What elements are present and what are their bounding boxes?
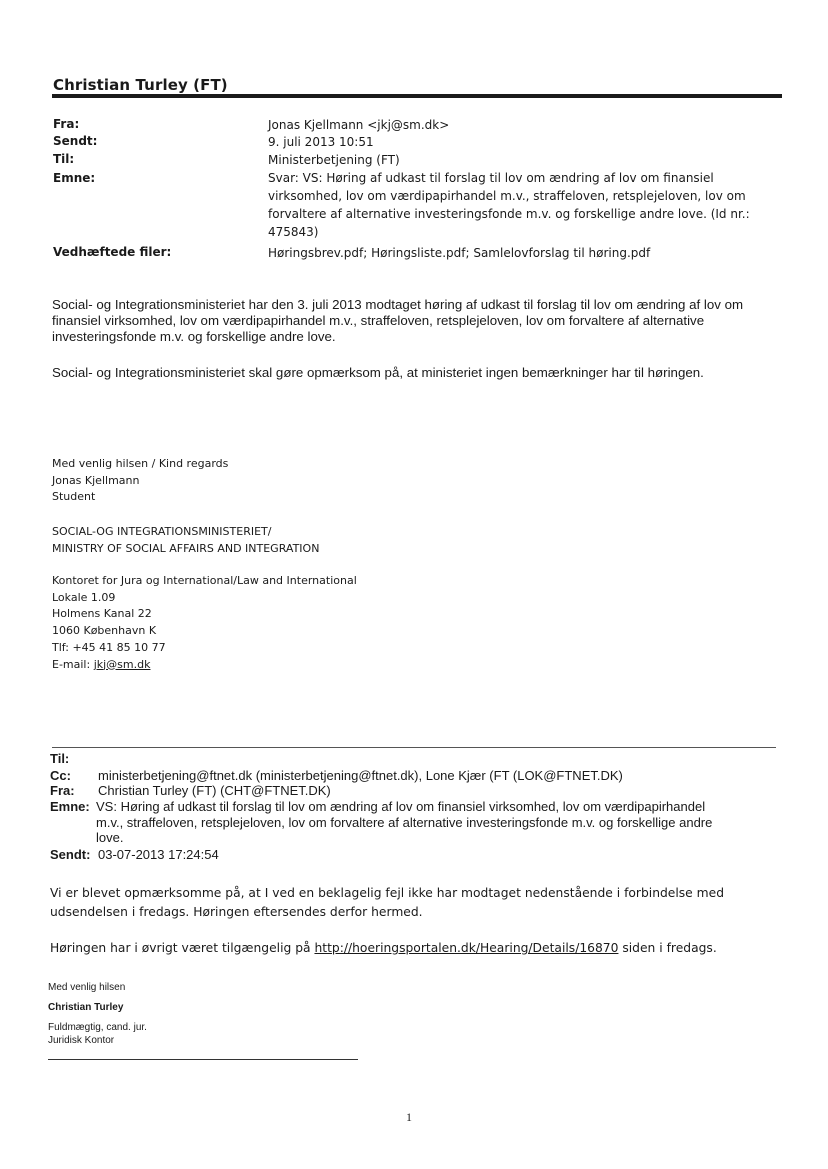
fwd-subject-line: VS: Høring af udkast til forslag til lov om ændring af lov om finansiel virksomhed, lov om værdipapirhandel [96, 799, 706, 814]
forward-para2-suffix: siden i fredags. [618, 941, 717, 955]
subject-line: 475843) [268, 225, 319, 239]
subject-line: forvaltere af alternative investeringsfonde m.v. og forskellige andre love. (Id nr.: [268, 207, 750, 221]
fwd-cc-label: Cc: [50, 768, 71, 783]
forward-paragraph-1 [50, 884, 724, 922]
body-paragraph-1 [52, 297, 743, 345]
office-name: Kontoret for Jura og International/Law and International [52, 574, 357, 587]
body-line: Social- og Integrationsministeriet har den 3. juli 2013 modtaget høring af udkast til forslag til lov om ændring af lov om [52, 297, 744, 312]
forward-body-line: udsendelsen i fredags. Høringen eftersendes derfor hermed. [50, 905, 423, 919]
subject-line: virksomhed, lov om værdipapirhandel m.v., straffeloven, retsplejeloven, lov om [268, 189, 746, 203]
from-value: Jonas Kjellmann <jkj@sm.dk> [268, 118, 450, 132]
signature-greeting: Med venlig hilsen / Kind regards [52, 457, 229, 470]
signature-address [52, 573, 357, 673]
forward-divider [52, 747, 776, 748]
fwd-to-label: Til: [50, 751, 70, 766]
room: Lokale 1.09 [52, 590, 116, 604]
city: 1060 København K [52, 624, 157, 638]
header-divider [52, 94, 782, 98]
sender-header-name: Christian Turley (FT) [53, 76, 228, 94]
sent-label: Sendt: [53, 134, 98, 148]
organization-name-da: SOCIAL-OG INTEGRATIONSMINISTERIET/ [52, 525, 272, 538]
fwd-sent-label: Sendt: [50, 847, 91, 862]
subject-value [268, 169, 750, 241]
street: Holmens Kanal 22 [52, 607, 152, 621]
attachments-label: Vedhæftede filer: [53, 245, 172, 259]
forward-body-line: Vi er blevet opmærksomme på, at I ved en beklagelig fejl ikke har modtaget nedenstående i forbindelse med [50, 886, 725, 900]
email-prefix: E-mail: [52, 657, 94, 671]
signature-organization [52, 524, 319, 557]
signature-title: Student [52, 490, 96, 504]
body-line: investeringsfonde m.v. og forskellige andre love. [52, 329, 336, 344]
fwd-signature-greeting: Med venlig hilsen [48, 982, 126, 993]
page-number: 1 [406, 1110, 412, 1124]
email-line [52, 657, 357, 674]
fwd-cc-value: ministerbetjening@ftnet.dk (ministerbetjening@ftnet.dk), Lone Kjær (FT (LOK@FTNET.DK) [98, 768, 623, 783]
subject-label: Emne: [53, 171, 96, 185]
fwd-signature-title: Fuldmægtig, cand. jur. [48, 1022, 147, 1033]
forward-paragraph-2 [50, 939, 717, 958]
fwd-signature-office: Juridisk Kontor [48, 1035, 115, 1046]
forward-para2-prefix: Høringen har i øvrigt været tilgængelig på [50, 941, 315, 955]
fwd-subject-line: love. [96, 830, 124, 845]
phone: Tlf: +45 41 85 10 77 [52, 640, 166, 654]
fwd-signature-name: Christian Turley [48, 1002, 124, 1013]
end-divider [48, 1059, 358, 1060]
signature-block [52, 456, 228, 506]
organization-name-en: MINISTRY OF SOCIAL AFFAIRS AND INTEGRATION [52, 541, 320, 555]
fwd-subject-label: Emne: [50, 799, 90, 814]
fwd-sent-value: 03-07-2013 17:24:54 [98, 847, 219, 862]
from-label: Fra: [53, 117, 80, 131]
attachments-value: Høringsbrev.pdf; Høringsliste.pdf; Samlelovforslag til høring.pdf [268, 246, 651, 260]
body-line: finansiel virksomhed, lov om værdipapirhandel m.v., straffeloven, retsplejeloven, lov om forvaltere af alternative [52, 313, 705, 328]
fwd-subject-value [96, 799, 712, 846]
sent-value: 9. juli 2013 10:51 [268, 135, 374, 149]
body-paragraph-2: Social- og Integrationsministeriet skal gøre opmærksom på, at ministeriet ingen bemærkninger har til høringen. [52, 365, 704, 380]
fwd-from-value: Christian Turley (FT) (CHT@FTNET.DK) [98, 783, 331, 798]
fwd-subject-line: m.v., straffeloven, retsplejeloven, lov om forvaltere af alternative investeringsfonde m.v. og forskellige andre [96, 814, 713, 830]
hearing-portal-link[interactable]: http://hoeringsportalen.dk/Hearing/Details/16870 [314, 941, 619, 955]
fwd-from-label: Fra: [50, 783, 75, 798]
to-value: Ministerbetjening (FT) [268, 153, 400, 167]
to-label: Til: [53, 152, 75, 166]
subject-line: Svar: VS: Høring af udkast til forslag til lov om ændring af lov om finansiel [268, 171, 714, 185]
signature-name: Jonas Kjellmann [52, 473, 140, 487]
email-link[interactable]: jkj@sm.dk [93, 657, 151, 671]
